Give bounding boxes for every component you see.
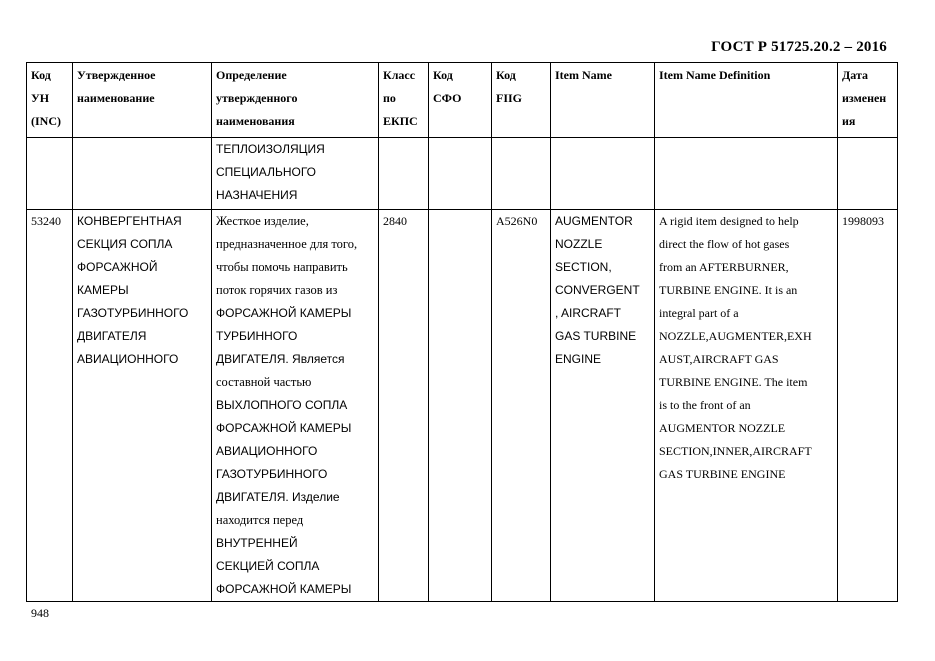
cell-class: [379, 138, 429, 210]
col-header-inc: Код УН (INC): [27, 63, 73, 138]
cell-sfo: [429, 210, 492, 602]
cell-fiig: A526N0: [492, 210, 551, 602]
cell-date: [838, 138, 898, 210]
cell-class: 2840: [379, 210, 429, 602]
table-row: [27, 210, 898, 602]
cell-approved-name: [73, 138, 212, 210]
cell-definition: Жесткое изделие, предназначенное для того, чтобы помочь направить поток горячих газов из ФОРСАЖНОЙ КАМЕРЫ ТУРБИННОГО ДВИГАТЕЛЯ. Является составной частью ВЫХЛОПНОГО СОПЛА ФОРСАЖНОЙ КАМЕРЫ АВИАЦИОННОГО ГАЗОТУРБИННОГО ДВИГАТЕЛЯ. Изделие находится перед ВНУТРЕННЕЙ СЕКЦИЕЙ СОПЛА ФОРСАЖНОЙ КАМЕРЫ: [212, 210, 379, 602]
catalog-table: [26, 62, 898, 602]
cell-inc: [27, 138, 73, 210]
cell-item-name: AUGMENTOR NOZZLE SECTION, CONVERGENT , AIRCRAFT GAS TURBINE ENGINE: [551, 210, 655, 602]
col-header-definition: Определение утвержденного наименования: [212, 63, 379, 138]
cell-definition: ТЕПЛОИЗОЛЯЦИЯ СПЕЦИАЛЬНОГО НАЗНАЧЕНИЯ: [212, 138, 379, 210]
col-header-class: Класс по ЕКПС: [379, 63, 429, 138]
col-header-item-definition: Item Name Definition: [655, 63, 838, 138]
cell-approved-name: КОНВЕРГЕНТНАЯ СЕКЦИЯ СОПЛА ФОРСАЖНОЙ КАМЕРЫ ГАЗОТУРБИННОГО ДВИГАТЕЛЯ АВИАЦИОННОГО: [73, 210, 212, 602]
cell-sfo: [429, 138, 492, 210]
cell-item-definition: [655, 138, 838, 210]
page-number: 948: [31, 606, 49, 620]
cell-date: 1998093: [838, 210, 898, 602]
cell-fiig: [492, 138, 551, 210]
table-header-row: [27, 63, 898, 138]
document-header: ГОСТ Р 51725.20.2 – 2016: [711, 39, 887, 55]
col-header-item-name: Item Name: [551, 63, 655, 138]
col-header-fiig: Код FIIG: [492, 63, 551, 138]
col-header-sfo: Код СФО: [429, 63, 492, 138]
cell-item-definition: A rigid item designed to help direct the flow of hot gases from an AFTERBURNER, TURBINE ENGINE. It is an integral part of a NOZZLE,AUGMENTER,EXH AUST,AIRCRAFT GAS TURBINE ENGINE. The item is to the front of an AUGMENTOR NOZZLE SECTION,INNER,AIRCRAFT GAS TURBINE ENGINE: [655, 210, 838, 602]
col-header-approved-name: Утвержденное наименование: [73, 63, 212, 138]
cell-item-name: [551, 138, 655, 210]
table-row-continuation: [27, 138, 898, 210]
cell-inc: 53240: [27, 210, 73, 602]
col-header-date: Дата изменен ия: [838, 63, 898, 138]
